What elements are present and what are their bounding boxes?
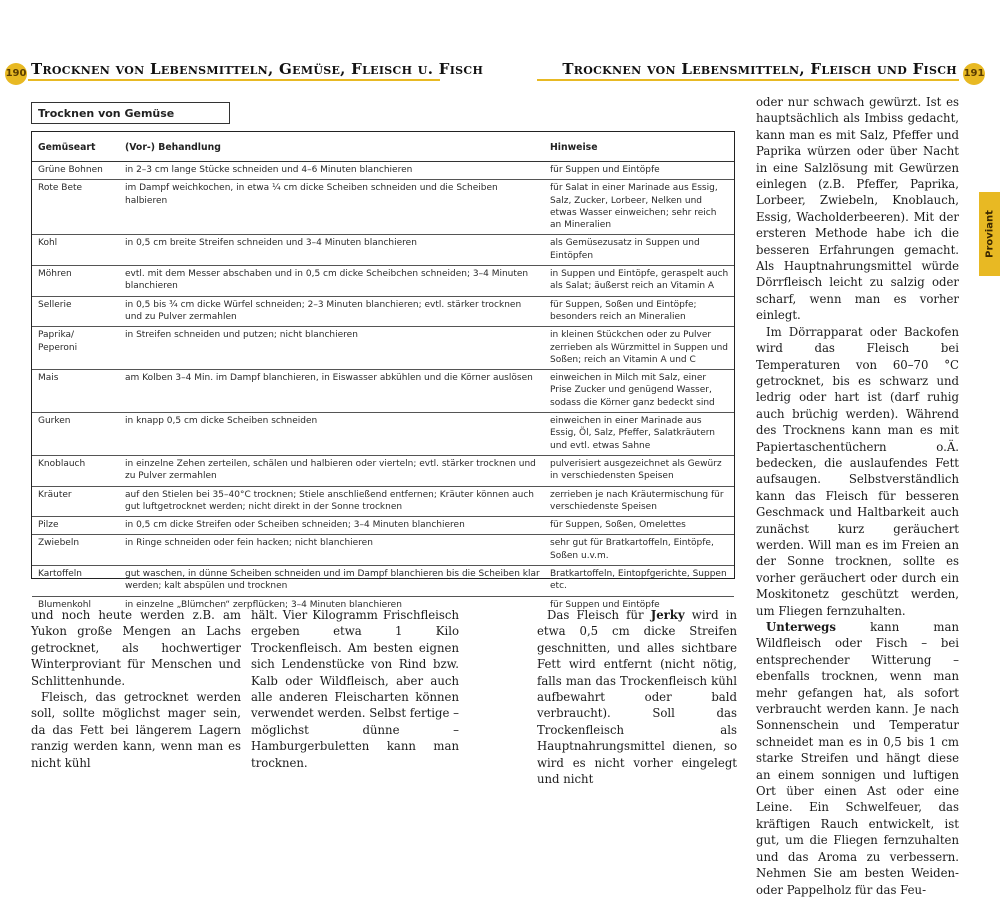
cell-behandlung: im Dampf weichkochen, in etwa ¼ cm dicke Scheiben schneiden und die Scheiben halbieren — [119, 180, 544, 235]
left-body-column-2 — [251, 607, 459, 771]
cell-art: Sellerie — [32, 296, 119, 327]
cell-art: Paprika/ Peperoni — [32, 327, 119, 370]
table-row — [32, 266, 734, 297]
table-row — [32, 235, 734, 266]
section-tab-label: Proviant — [984, 210, 995, 258]
cell-behandlung: in Ringe schneiden oder fein hacken; nicht blanchieren — [119, 535, 544, 566]
cell-hinweise: als Gemüsezusatz in Suppen und Eintöpfen — [544, 235, 734, 266]
cell-art: Mais — [32, 370, 119, 413]
table-row — [32, 517, 734, 535]
left-running-header: Trocknen von Lebensmitteln, Gemüse, Fleisch u. Fisch — [31, 60, 484, 78]
left-header-rule — [28, 79, 440, 81]
cell-art: Kohl — [32, 235, 119, 266]
header-gemueseart: Gemüseart — [32, 132, 119, 162]
cell-art: Rote Bete — [32, 180, 119, 235]
cell-art: Pilze — [32, 517, 119, 535]
paragraph: Fleisch, das getrocknet werden soll, sollte möglichst mager sein, da das Fett bei längerem Lagern ranzig werden kann, wenn man es nicht kühl — [31, 690, 241, 770]
right-body-column-1 — [537, 607, 737, 787]
cell-hinweise: für Suppen, Soßen, Omelettes — [544, 517, 734, 535]
cell-behandlung: in einzelne „Blümchen“ zerpflücken; 3–4 Minuten blanchieren — [125, 599, 402, 610]
paragraph — [756, 619, 959, 898]
right-body-column-2 — [756, 94, 959, 898]
cell-behandlung: am Kolben 3–4 Min. im Dampf blanchieren, in Eiswasser abkühlen und die Körner auslösen — [119, 370, 544, 413]
cell-behandlung: in knapp 0,5 cm dicke Scheiben schneiden — [119, 413, 544, 456]
cell-behandlung: in Streifen schneiden und putzen; nicht blanchieren — [119, 327, 544, 370]
table-row — [32, 486, 734, 517]
table-row — [32, 162, 734, 180]
cell-art: Möhren — [32, 266, 119, 297]
cell-behandlung: in 0,5 cm dicke Streifen oder Scheiben schneiden; 3–4 Minuten blanchieren — [119, 517, 544, 535]
cell-hinweise: in kleinen Stückchen oder zu Pulver zerrieben als Würzmittel in Suppen und Soßen; reich an Vitamin A und C — [544, 327, 734, 370]
cell-hinweise: pulverisiert ausgezeichnet als Gewürz in verschiedensten Speisen — [544, 455, 734, 486]
left-body-column-1 — [31, 607, 241, 771]
right-running-header: Trocknen von Lebensmitteln, Fleisch und Fisch — [562, 60, 957, 78]
term-unterwegs: Unterwegs — [766, 620, 836, 634]
right-header-rule — [537, 79, 959, 81]
paragraph: hält. Vier Kilogramm Frischfleisch ergeben etwa 1 Kilo Trockenfleisch. Am besten eignen sich Lendenstücke von Rind bzw. Kalb oder Wildfleisch, aber auch alle anderen Fleischarten können verwendet werden. Selbst fertige – möglichst dünne – Hamburgerbuletten kann man trocknen. — [251, 608, 460, 770]
term-jerky: Jerky — [650, 608, 685, 622]
cell-hinweise: einweichen in einer Marinade aus Essig, Öl, Salz, Pfeffer, Salatkräutern und evtl. etwas Sahne — [544, 413, 734, 456]
page-number-left: 190 — [5, 63, 27, 85]
table-row — [32, 455, 734, 486]
cell-art: Grüne Bohnen — [32, 162, 119, 180]
table-row — [32, 370, 734, 413]
paragraph: oder nur schwach gewürzt. Ist es hauptsächlich als Imbiss gedacht, kann man es mit Salz, Pfeffer und Paprika würzen oder über Nacht in eine Salzlösung mit Gewürzen einlegen (z.B. Pfeffer, Paprika, Lorbeer, Zwiebeln, Knoblauch, Essig, Wacholderbeeren). Mit der ersteren Methode habe ich die besseren Erfahrungen gemacht. Als Hauptnahrungsmittel würde Dörrfleisch leicht zu salzig oder scharf, wenn man es vorher einlegt. — [756, 95, 959, 323]
cell-behandlung: in einzelne Zehen zerteilen, schälen und halbieren oder vierteln; evtl. stärker trocknen und zu Pulver zermahlen — [119, 455, 544, 486]
cell-hinweise: zerrieben je nach Kräutermischung für verschiedenste Speisen — [544, 486, 734, 517]
header-behandlung: (Vor-) Behandlung — [119, 132, 544, 162]
cell-hinweise: für Suppen und Eintöpfe — [550, 599, 660, 610]
cell-behandlung: gut waschen, in dünne Scheiben schneiden und im Dampf blanchieren bis die Scheiben klar werden; kalt abspülen und trocknen — [119, 566, 544, 597]
page-number-right: 191 — [963, 63, 985, 85]
cell-art: Knoblauch — [32, 455, 119, 486]
cell-hinweise: sehr gut für Bratkartoffeln, Eintöpfe, Soßen u.v.m. — [544, 535, 734, 566]
cell-behandlung: in 0,5 bis ¾ cm dicke Würfel schneiden; 2–3 Minuten blanchieren; evtl. stärker trocknen und zu Pulver zermahlen — [119, 296, 544, 327]
cell-art: Gurken — [32, 413, 119, 456]
section-tab — [979, 192, 1000, 276]
table-row — [32, 566, 734, 597]
cell-behandlung: evtl. mit dem Messer abschaben und in 0,5 cm dicke Scheibchen schneiden; 3–4 Minuten blanchieren — [119, 266, 544, 297]
cell-hinweise: einweichen in Milch mit Salz, einer Prise Zucker und genügend Wasser, sodass die Körner ganz bedeckt sind — [544, 370, 734, 413]
paragraph: Im Dörrapparat oder Backofen wird das Fleisch bei Temperaturen von 60–70 °C getrocknet, bis es schwarz und ledrig oder hart ist (darf ruhig auch brüchig werden). Während des Trocknens kann man es mit Papiertaschentüchern o.Ä. bedecken, die auslaufendes Fett aufsaugen. Selbstverständlich kann das Fleisch für besseren Geschmack und Haltbarkeit auch zunächst kurz geräuchert werden. Will man es im Freien an der Sonne trocknen, sollte es vorher geräuchert oder durch ein Moskitonetz geschützt werden, um Fliegen fernzuhalten. — [756, 324, 959, 618]
cell-behandlung: in 2–3 cm lange Stücke schneiden und 4–6 Minuten blanchieren — [119, 162, 544, 180]
table-row — [32, 180, 734, 235]
cell-behandlung: auf den Stielen bei 35–40°C trocknen; Stiele anschließend entfernen; Kräuter können auch gut luftgetrocknet werden; nicht direkt in der Sonne trocknen — [119, 486, 544, 517]
cell-behandlung: in 0,5 cm breite Streifen schneiden und 3–4 Minuten blanchieren — [119, 235, 544, 266]
cell-hinweise: in Suppen und Eintöpfe, geraspelt auch als Salat; äußerst reich an Vitamin A — [544, 266, 734, 297]
text-run: wird in etwa 0,5 cm dicke Streifen geschnitten, und alles sichtbare Fett wird entfernt (nicht nötig, falls man das Trockenfleisch kühl aufbewahrt oder bald verbraucht). Soll das Trockenfleisch als Hauptnahrungsmittel dienen, so wird es nicht vorher eingelegt und nicht — [537, 608, 737, 787]
table-row — [32, 327, 734, 370]
cell-hinweise: Bratkartoffeln, Eintopfgerichte, Suppen etc. — [544, 566, 734, 597]
text-run: kann man Wildfleisch oder Fisch – bei entsprechender Witterung – ebenfalls trocknen, wenn man mehr gefangen hat, als sofort verbraucht werden kann. Je nach Sonnenschein und Temperatur schneidet man es in 0,5 bis 1 cm starke Streifen und hängt diese an einem sonnigen und luftigen Ort über einen Ast oder eine Leine. Ein Schwelfeuer, das kräftigen Rauch entwickelt, ist gut, um die Fliegen fernzuhalten und das Aroma zu verbessern. Nehmen Sie am besten Weiden- oder Pappelholz für das Feu- — [756, 620, 959, 897]
paragraph — [537, 607, 737, 787]
cell-art: Kartoffeln — [32, 566, 119, 597]
table-header-row — [32, 132, 734, 162]
cell-hinweise: für Suppen und Eintöpfe — [544, 162, 734, 180]
cell-art: Blumenkohl — [38, 599, 91, 610]
header-hinweise: Hinweise — [544, 132, 734, 162]
table-row — [32, 413, 734, 456]
paragraph: und noch heute werden z.B. am Yukon große Mengen an Lachs getrocknet, als hochwertiger Winterproviant für Menschen und Schlittenhunde. — [31, 608, 241, 688]
cell-art: Kräuter — [32, 486, 119, 517]
vegetable-drying-table — [31, 131, 735, 610]
table-row — [32, 296, 734, 327]
cell-hinweise: für Salat in einer Marinade aus Essig, Salz, Zucker, Lorbeer, Nelken und etwas Wasser einweichen; sehr reich an Mineralien — [544, 180, 734, 235]
table-title: Trocknen von Gemüse — [31, 102, 230, 124]
cell-art: Zwiebeln — [32, 535, 119, 566]
text-run: Das Fleisch für — [547, 608, 651, 622]
table-row — [32, 535, 734, 566]
cell-hinweise: für Suppen, Soßen und Eintöpfe; besonders reich an Mineralien — [544, 296, 734, 327]
